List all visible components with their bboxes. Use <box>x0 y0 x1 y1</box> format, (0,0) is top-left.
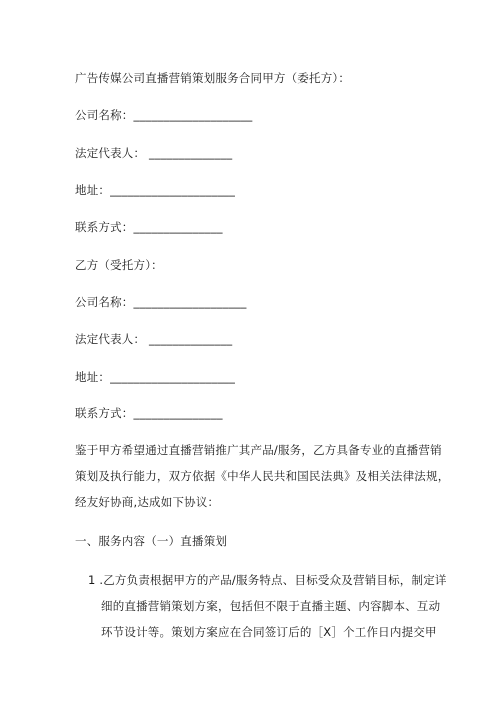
party-b-heading: 乙方（受托方）： <box>75 258 163 272</box>
preamble-paragraph <box>75 442 450 520</box>
party-b-representative-field: 法定代表人： ______________ <box>75 332 233 346</box>
document-title-line: 广告传媒公司直播营销策划服务合同甲方（委托方）： <box>75 71 351 85</box>
preamble-line: 策划及执行能力，双方依据《中华人民共和国民法典》及相关法律法规， <box>75 469 450 483</box>
party-a-representative-field: 法定代表人： ______________ <box>75 146 233 160</box>
party-a-address-field: 地址：_____________________ <box>75 183 236 197</box>
section-heading: 一、服务内容（一）直播策划 <box>75 534 228 548</box>
list-item-line: 1 .乙方负责根据甲方的产品/服务特点、目标受众及营销目标，制定详 <box>88 573 447 587</box>
party-b-contact-field: 联系方式：_______________ <box>75 406 223 420</box>
preamble-line: 经友好协商,达成如下协议： <box>75 495 220 509</box>
party-a-company-field: 公司名称：____________________ <box>75 108 253 122</box>
party-a-contact-field: 联系方式：_______________ <box>75 220 223 234</box>
party-b-company-field: 公司名称：___________________ <box>75 295 247 309</box>
list-item-line: 环节设计等。策划方案应在合同签订后的［X］个工作日内提交甲 <box>101 625 437 639</box>
list-item-1 <box>88 572 447 650</box>
list-item-line: 细的直播营销策划方案，包括但不限于直播主题、内容脚本、互动 <box>101 599 441 613</box>
party-b-address-field: 地址：_____________________ <box>75 370 236 384</box>
preamble-line: 鉴于甲方希望通过直播营销推广其产品/服务，乙方具备专业的直播营销 <box>75 443 442 457</box>
